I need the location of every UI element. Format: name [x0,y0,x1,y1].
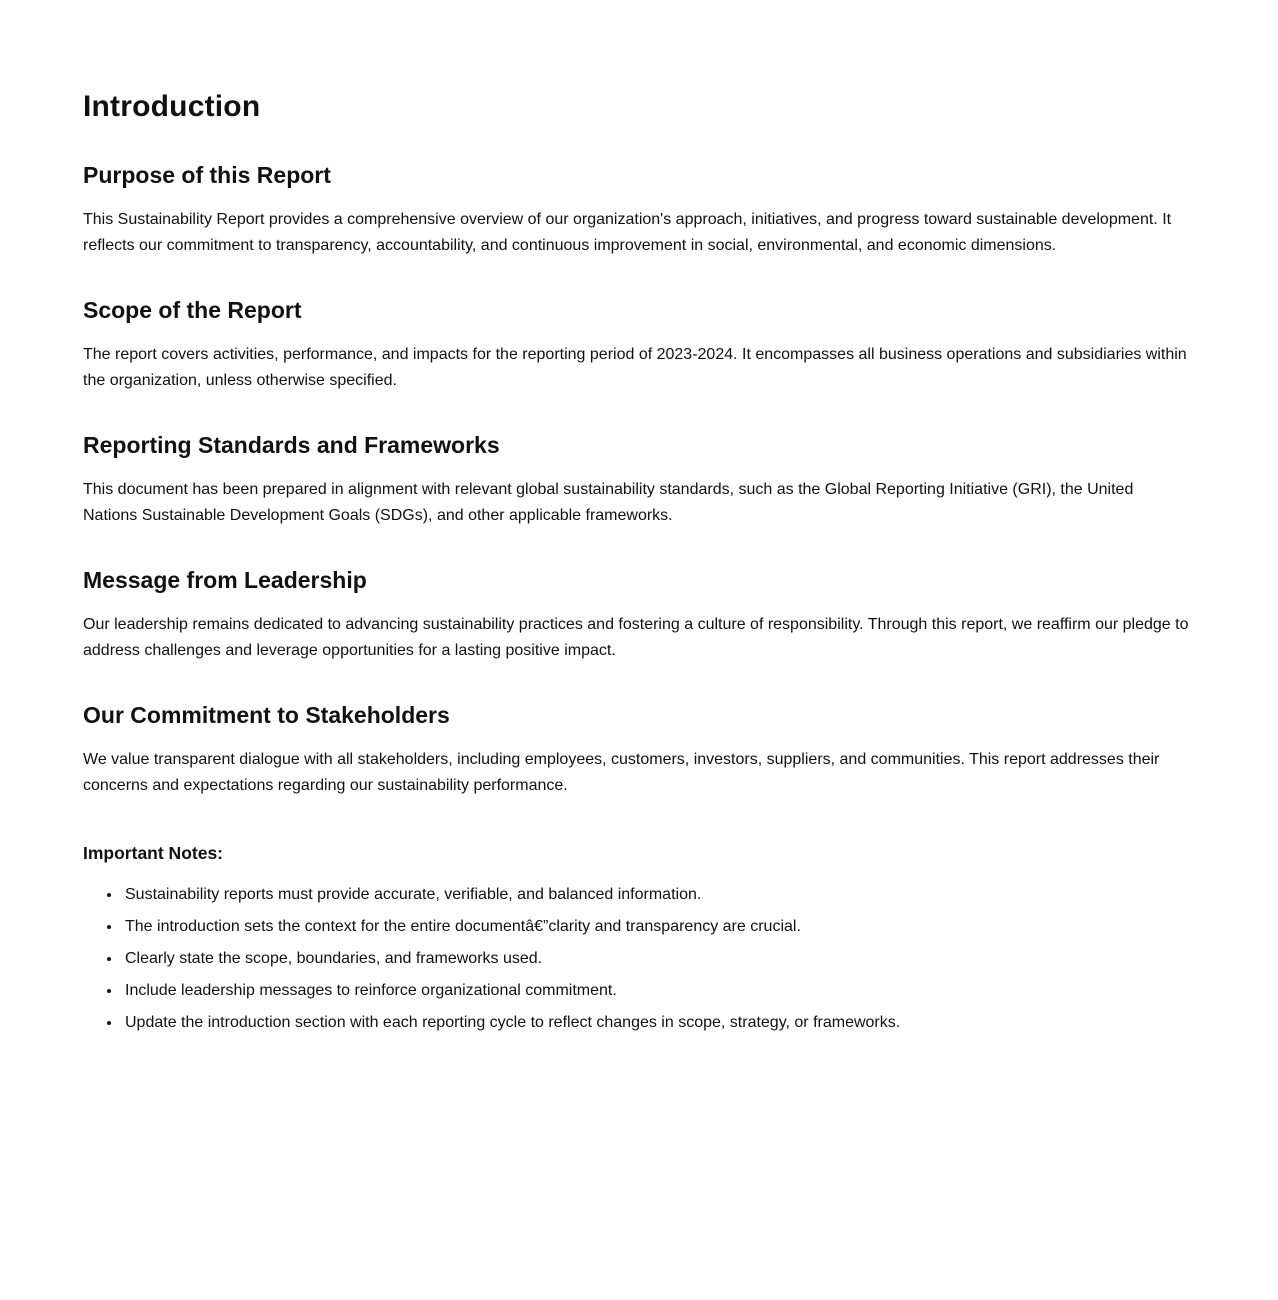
note-item: • Sustainability reports must provide accurate, verifiable, and balanced information. [122,882,1192,908]
section-scope [83,297,1192,394]
section-heading: Message from Leadership [83,567,367,593]
note-item: • Update the introduction section with each reporting cycle to reflect changes in scope, strategy, or frameworks. [122,1010,1192,1036]
note-item: • The introduction sets the context for the entire documentâ€”clarity and transparency are crucial. [122,914,1192,940]
notes-list [83,882,1192,1036]
section-standards [83,432,1192,529]
section-body: We value transparent dialogue with all stakeholders, including employees, customers, investors, suppliers, and communities. This report addresses their concerns and expectations regarding our sustainability performance. [83,751,1160,794]
section-heading: Our Commitment to Stakeholders [83,702,450,728]
notes-heading: Important Notes: [83,843,223,863]
section-heading: Scope of the Report [83,297,302,323]
page-title: Introduction [83,90,261,123]
section-leadership [83,567,1192,664]
note-item: • Include leadership messages to reinforce organizational commitment. [122,978,1192,1004]
section-purpose [83,162,1192,259]
section-heading: Purpose of this Report [83,162,331,188]
section-body: This Sustainability Report provides a comprehensive overview of our organization's approach, initiatives, and progress toward sustainable development. It reflects our commitment to transparency, accountability, and continuous improvement in social, environmental, and economic dimensions. [83,211,1172,254]
section-body: This document has been prepared in alignment with relevant global sustainability standards, such as the Global Reporting Initiative (GRI), the United Nations Sustainable Development Goals (SDGs), and other applicable frameworks. [83,481,1134,524]
section-body: Our leadership remains dedicated to advancing sustainability practices and fostering a culture of responsibility. Through this report, we reaffirm our pledge to address challenges and leverage opportunities for a lasting positive impact. [83,616,1189,659]
section-stakeholders [83,702,1192,799]
section-heading: Reporting Standards and Frameworks [83,432,500,458]
note-item: • Clearly state the scope, boundaries, and frameworks used. [122,946,1192,972]
section-body: The report covers activities, performance, and impacts for the reporting period of 2023-2024. It encompasses all business operations and subsidiaries within the organization, unless otherwise specified. [83,346,1187,389]
